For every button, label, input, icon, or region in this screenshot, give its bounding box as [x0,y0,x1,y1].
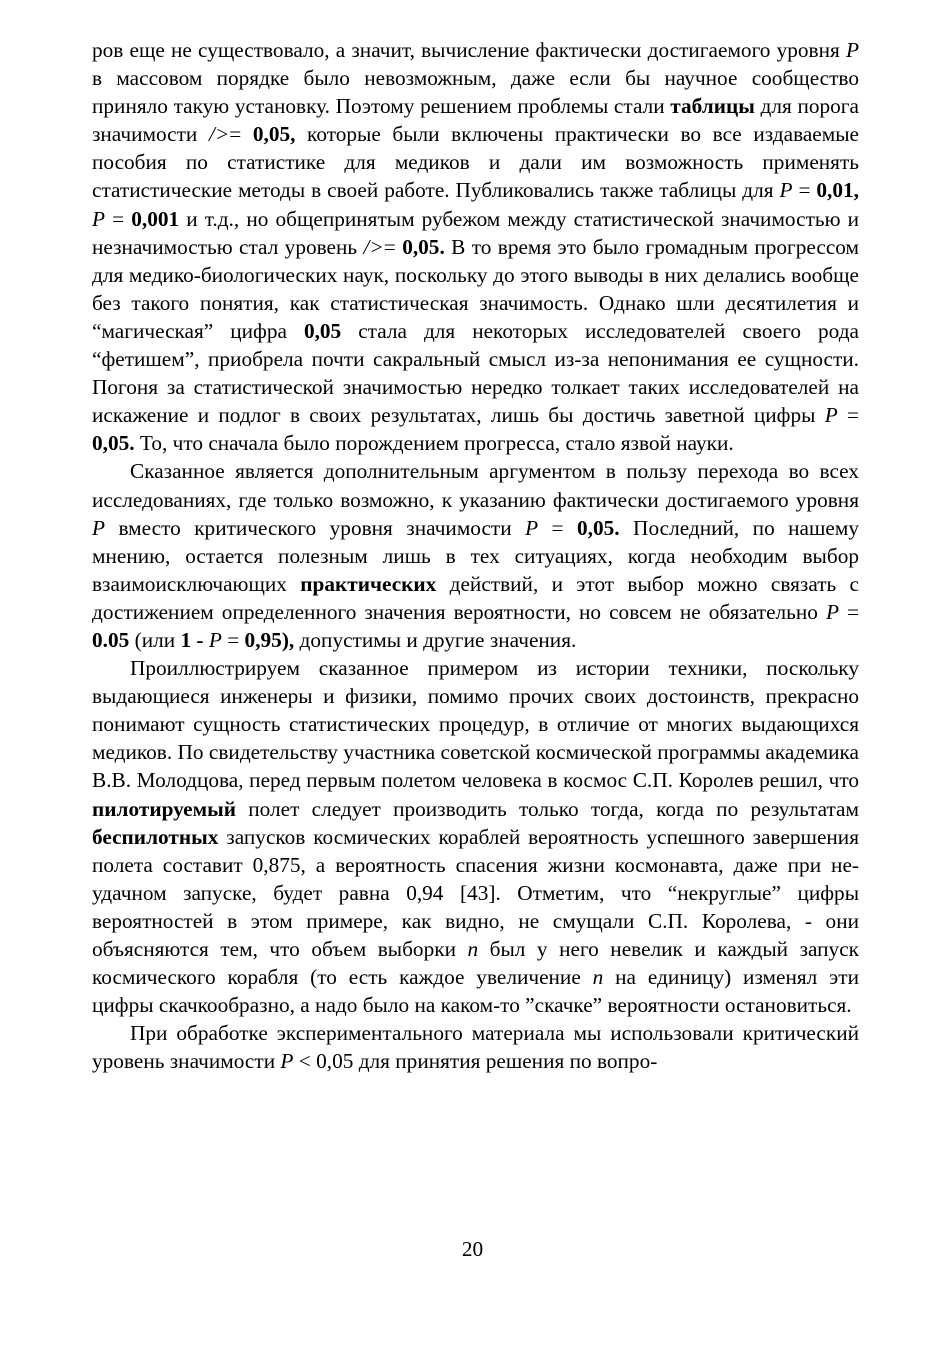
text-run: стала для некоторых исследователей своего рода “фетишем”, приобрела почти сакральный смысл из-за непонимания ее сущности. Погоня за статистической значимостью нередко толкает таких исследователей на искажение и подлог в своих результатах, лишь бы достичь заветной цифры [92,318,859,428]
text-run: Последний, по нашему мнению, остается полезным лишь в тех ситуациях, когда необходим выбор взаимоисключающих [92,515,859,596]
paragraph-2 [92,457,859,654]
text-run: и т.д., но общепринятым рубежом между статистической значимостью и незначимостью стал уровень [92,206,859,259]
text-run: P [280,1049,294,1074]
text-run: P [92,206,106,231]
text-run: P [779,178,793,203]
text-run: 0,05. [92,431,135,456]
page-body [92,36,859,1075]
text-run: которые были включены практически во все издаваемые пособия по статистике для медиков и дали им возможность применять статистические методы в своей работе. Публиковались также таблицы для [92,122,859,203]
text-run: = [221,627,245,652]
text-run: = [538,515,578,540]
text-run: P [208,627,222,652]
text-run: = [837,403,859,428]
paragraph-4 [92,1019,859,1075]
text-run: 0,01, [816,178,859,203]
text-run: = [838,599,859,624]
text-run: вместо критического уровня значимости [105,515,526,540]
text-run: = [105,206,132,231]
text-run: 1 - [180,627,204,652]
text-run: = [229,122,253,147]
text-run: При обработке экспериментального материала мы использовали критический уровень значимости [92,1021,859,1074]
text-run: допустимы и другие значения. [294,627,577,652]
text-run: ров еще не существовало, а значит, вычисление фактически достигаемого уровня [92,38,846,62]
paragraph-3 [92,654,859,1019]
text-run: на единицу) изменял эти цифры скачкообразно, а надо было на каком-то ”скачке” вероятности остановиться. [92,965,860,1018]
text-run: 0,05. [402,234,445,259]
text-run: P [525,515,539,540]
text-run: для порога значимости [92,94,859,147]
text-run: действий, и этот выбор можно связать с достижением определенного значения вероятности, но совсем не обязательно [92,571,859,624]
text-run: 0.05 [92,627,130,652]
text-run: То, что сначала было порождением прогресса, стало язвой науки. [134,431,734,456]
paragraph-1 [92,36,859,457]
text-run: n [467,937,479,961]
text-run: = [383,234,403,259]
text-run: 0,001 [131,206,180,231]
text-run: < 0,05 для принятия решения по вопро- [293,1049,658,1074]
text-run: (или [129,627,181,652]
text-run: беспилотных [92,824,219,849]
text-run: 0,05, [252,122,296,147]
text-run: полет следует производить только тогда, когда по результатам [236,796,859,821]
text-run: запусков космических кораблей вероятность успешного завершения полета составит 0,875, а вероятность спасения жизни космонавта, даже при неудачном запуске, будет равна 0,94 [43]. Отметим, что “некруглые” цифры вероятностей в этом примере, как видно, не смущали С.П. Королева, - они объясняются тем, что объем выборки [92,824,859,961]
text-run: практических [300,571,437,596]
text-run: Сказанное является дополнительным аргументом в пользу перехода во всех исследованиях, где только возможно, к указанию фактически достигаемого уровня [92,459,859,512]
text-run: P [92,515,106,540]
text-run: 0,05. [577,515,620,540]
text-run: /> [363,234,384,259]
text-run: 0,05 [303,318,342,343]
text-run: = [792,178,817,203]
text-run: n [592,965,604,990]
text-run: Проиллюстрируем сказанное примером из истории техники, поскольку выдающиеся инженеры и физики, помимо прочих своих достоинств, прекрасно понимают сущность статистических процедур, в отличие от многих выдающихся медиков. По свидетельству участника советской космической программы академика В.В. Молодцова, перед первым полетом человека в космос С.П. Королев решил, что [92,656,859,793]
text-run: P [845,38,859,62]
text-run: P [824,403,838,428]
text-run: пилотируемый [92,796,237,821]
page-number: 20 [461,1237,484,1261]
text-run: /> [208,122,230,147]
text-run: P [825,599,839,624]
text-run: 0,95), [244,627,295,652]
text-run: таблицы [670,94,755,119]
text-run: в массовом порядке было невозможным, даже если бы научное сообщество приняло такую установку. Поэтому решением проблемы стали [92,66,859,119]
text-run: В то время это было громадным прогрессом для медико-биологических наук, поскольку до этого выводы в них делались вообще без такого понятия, как статистическая значимость. Однако шли десятилетия и “магическая” цифра [92,234,859,343]
text-run: был у него невелик и каждый запуск космического корабля (то есть каждое увеличение [92,937,859,990]
